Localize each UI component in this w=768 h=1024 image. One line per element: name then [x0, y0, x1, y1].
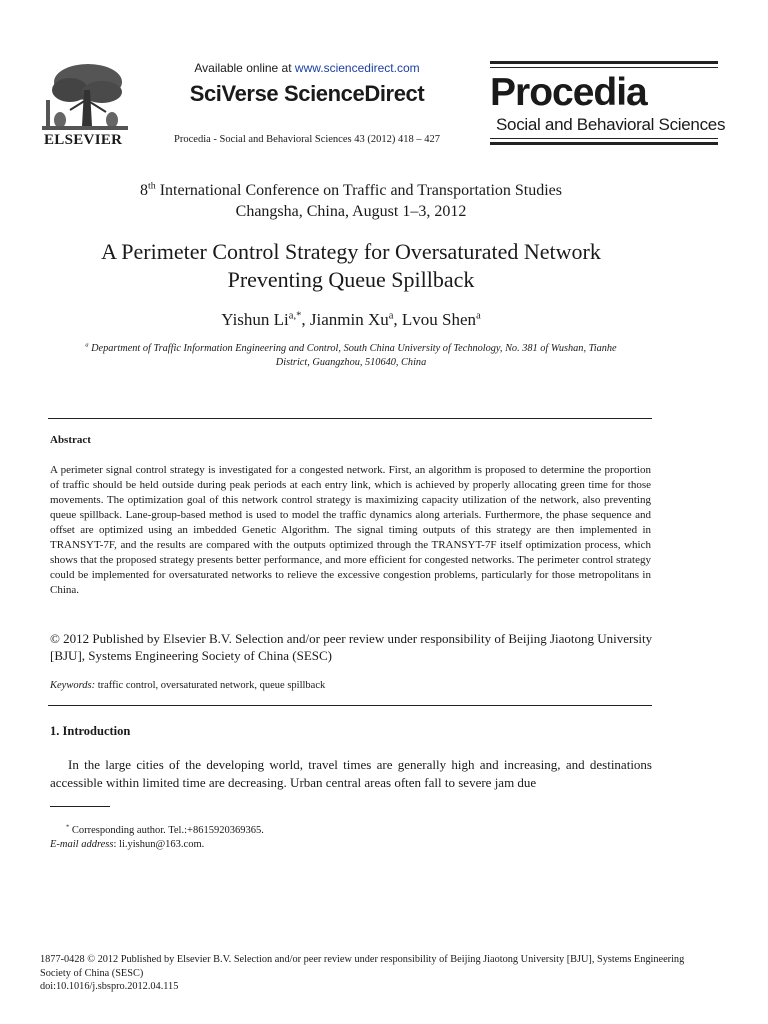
issn-copyright-line: 1877-0428 © 2012 Published by Elsevier B.V. Selection and/or peer review under responsibility of Beijing Jiaotong University [BJU], Systems Engineering Society of China (SESC): [40, 954, 685, 979]
conference-ordinal: 8: [139, 182, 148, 199]
author-list: [50, 310, 652, 330]
author-separator: ,: [393, 310, 402, 329]
email-text: : li.yishun@163.com.: [113, 839, 205, 850]
available-prefix: Available online at: [194, 61, 295, 75]
journal-top-rule-thin: [490, 67, 718, 68]
author-affil-mark: a,*: [288, 310, 302, 322]
paper-title-line-1: A Perimeter Control Strategy for Oversaturated Network: [101, 239, 601, 264]
introduction-text: In the large cities of the developing world, travel times are generally high and increasing, and destinations accessible within limited time are decreasing. Urban central areas often fall to severe jam due: [50, 757, 652, 790]
footnote-corresponding-author: [66, 825, 264, 836]
abstract-top-rule: [48, 418, 652, 419]
abstract-text: A perimeter signal control strategy is investigated for a congested network. First, an algorithm is proposed to determine the proportion of traffic should be held outside during peak periods at each entry link, which is achieved by properly allocating green time for those movements. The optimization goal of this network control strategy is maximizing capacity utilization of the network, also preventing queue spillback. Lane-group-based method is used to model the traffic dynamics along arterials. Furthermore, the phase sequence and offset are optimized using an imbedded Genetic Algorithm. The signal timing outputs of this strategy are then implemented in TRANSYT-7F, and the results are compared with the outputs optimized through the TRANSYT-7F itself optimization process, which shows that the proposed strategy presents better performance, and more efficient for congested networks. The perimeter control strategy could be implemented for oversaturated networks to relieve the excessive congestion problems, particularly for those metropolitans in China.: [50, 464, 651, 596]
footnote-rule: [50, 806, 110, 807]
author-name: Jianmin Xu: [309, 310, 389, 329]
footnote-corr-text: Corresponding author. Tel.:+8615920369365.: [69, 825, 264, 836]
affiliation-text: Department of Traffic Information Engineering and Control, South China University of Technology, No. 381 of Wushan, Tianhe: [88, 343, 617, 354]
paper-title-line-2: Preventing Queue Spillback: [227, 267, 475, 292]
journal-top-rule: [490, 61, 718, 64]
author-separator: ,: [301, 310, 310, 329]
conference-location: Changsha, China, August 1–3, 2012: [235, 203, 467, 220]
author-name: Lvou Shen: [401, 310, 477, 329]
conference-ordinal-suffix: th: [147, 180, 156, 192]
section-heading-introduction: 1. Introduction: [50, 724, 131, 738]
abstract-bottom-rule: [48, 705, 652, 706]
keywords-list: traffic control, oversaturated network, queue spillback: [95, 680, 326, 691]
journal-bottom-rule-thin: [490, 138, 718, 139]
journal-bottom-rule: [490, 142, 718, 145]
doi-line[interactable]: doi:10.1016/j.sbspro.2012.04.115: [40, 981, 179, 992]
availability-line: [150, 61, 464, 75]
footnote-email: [50, 839, 204, 850]
journal-name: Procedia: [490, 71, 647, 114]
affiliation-line-1: [50, 343, 652, 354]
publisher-name: ELSEVIER: [44, 132, 123, 148]
footnote-mark: *: [66, 823, 70, 831]
keywords-line: [50, 680, 325, 691]
abstract-heading: Abstract: [50, 434, 91, 446]
author-name: Yishun Li: [221, 310, 289, 329]
platform-name: SciVerse ScienceDirect: [189, 81, 425, 106]
conference-name: [50, 182, 652, 200]
journal-subtitle: Social and Behavioral Sciences: [496, 115, 726, 134]
affiliation-mark: a: [85, 341, 89, 349]
affiliation-line-2: District, Guangzhou, 510640, China: [275, 357, 427, 368]
author-affil-mark: a: [476, 310, 481, 322]
copyright-notice: © 2012 Published by Elsevier B.V. Selection and/or peer review under responsibility of Beijing Jiaotong University [BJU], Systems Engineering Society of China (SESC): [50, 631, 653, 663]
journal-reference: Procedia - Social and Behavioral Sciences 43 (2012) 418 – 427: [174, 134, 440, 145]
sciencedirect-link[interactable]: www.sciencedirect.com: [294, 61, 420, 75]
keywords-label: Keywords:: [50, 680, 96, 691]
email-label: E-mail address: [50, 839, 114, 850]
author-affil-mark: a: [388, 310, 394, 322]
conference-title: International Conference on Traffic and Transportation Studies: [155, 182, 563, 199]
